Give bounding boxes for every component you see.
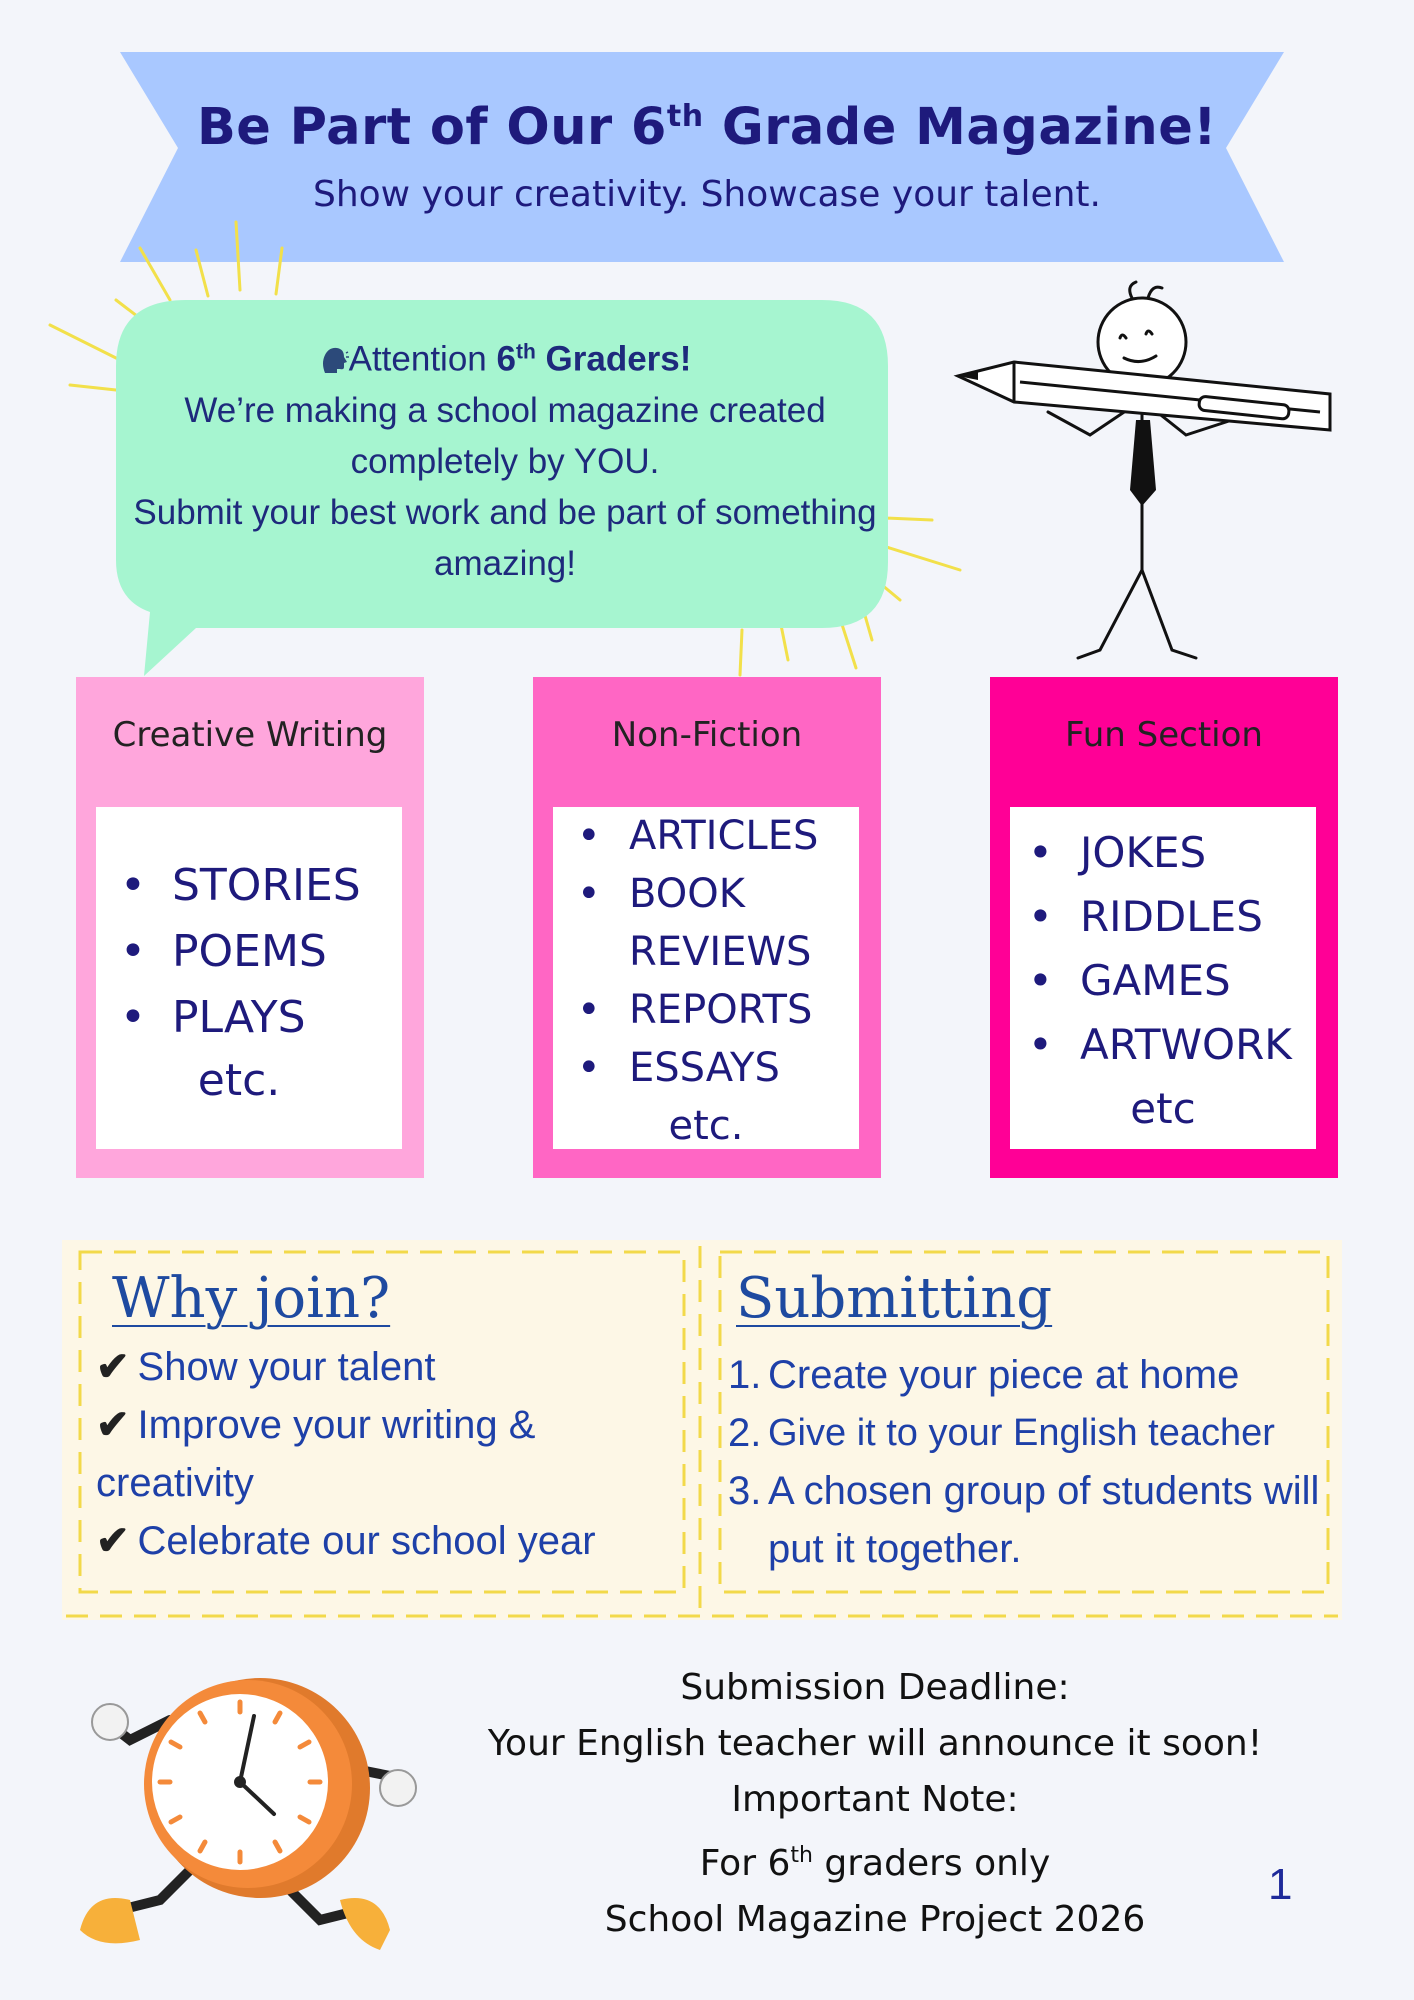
step-item: 1. Create your piece at home — [728, 1353, 1240, 1397]
submitting-steps — [728, 1346, 1328, 1578]
checkmark-icon: ✔ — [96, 1403, 130, 1447]
why-item: ✔ Celebrate our school year — [96, 1519, 596, 1563]
category-title: Creative Writing — [112, 715, 388, 755]
list-item: • ARTICLES — [577, 807, 859, 865]
deadline-label: Submission Deadline: — [680, 1667, 1070, 1708]
why-join-section — [112, 1266, 390, 1331]
why-item: ✔ Show your talent — [96, 1345, 436, 1389]
list-item: • JOKES — [1028, 821, 1316, 885]
page-subtitle: Show your creativity. Showcase your talent. — [312, 174, 1101, 215]
list-item: • RIDDLES — [1028, 885, 1316, 949]
list-item: • ESSAYS — [577, 1039, 859, 1097]
submitting-heading: Submitting — [736, 1266, 1053, 1331]
bubble-line-2: Submit your best work and be part of something amazing! — [133, 492, 877, 583]
category-etc: etc. — [197, 1055, 281, 1106]
list-item: • POEMS — [120, 919, 402, 985]
list-item: • STORIES — [120, 853, 402, 919]
why-join-list — [96, 1338, 696, 1570]
page-title: Be Part of Our 6th Grade Magazine! — [196, 98, 1218, 157]
list-item: • ARTWORK — [1028, 1013, 1316, 1077]
why-join-heading: Why join? — [112, 1266, 391, 1331]
submitting-section — [736, 1266, 1052, 1331]
list-item: • REPORTS — [577, 981, 859, 1039]
attention-line: Attention 6th Graders! — [125, 326, 885, 385]
list-item: • GAMES — [1028, 949, 1316, 1013]
category-title: Fun Section — [1065, 715, 1263, 755]
bubble-line-1: We’re making a school magazine created completely by YOU. — [184, 390, 826, 481]
list-item: • PLAYS — [120, 985, 402, 1051]
note-label: Important Note: — [731, 1779, 1019, 1820]
list-item: • BOOK REVIEWS — [577, 865, 859, 981]
category-etc: etc — [1130, 1084, 1196, 1133]
page-number: 1 — [1268, 1860, 1293, 1909]
category-etc: etc. — [668, 1103, 744, 1149]
category-title: Non-Fiction — [611, 715, 803, 755]
checkmark-icon: ✔ — [96, 1345, 130, 1389]
note-text: For 6th graders only — [699, 1843, 1051, 1884]
project-text: School Magazine Project 2026 — [604, 1899, 1146, 1940]
checkmark-icon: ✔ — [96, 1519, 130, 1563]
deadline-text: Your English teacher will announce it soon! — [487, 1723, 1263, 1764]
footer-info — [360, 1660, 1390, 1948]
step-item: 2. Give it to your English teacher — [728, 1411, 1275, 1455]
why-item: ✔ Improve your writing & creativity — [96, 1403, 536, 1505]
step-item: 3. A chosen group of students will put it together. — [728, 1469, 1320, 1571]
